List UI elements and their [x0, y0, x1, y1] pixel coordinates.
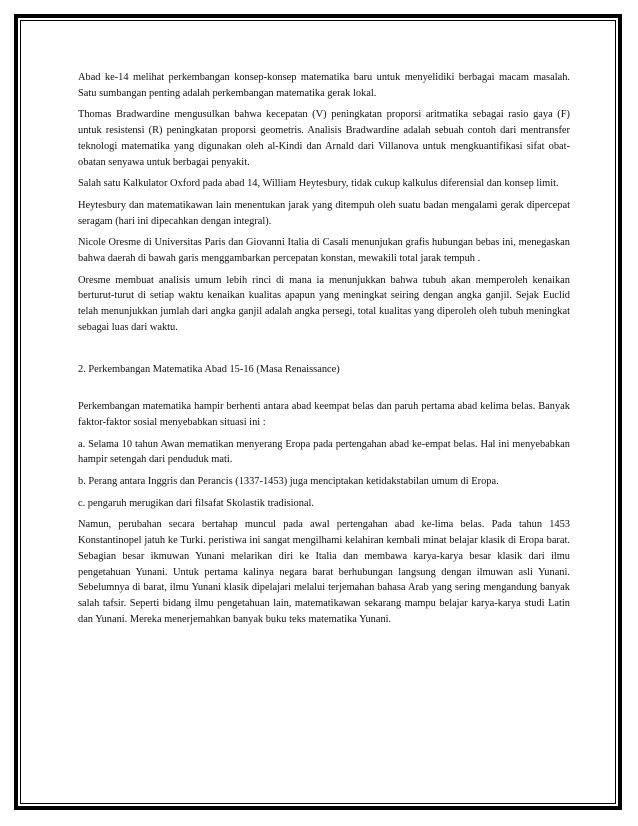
- paragraph-oresme-grafis: Nicole Oresme di Universitas Paris dan Giovanni Italia di Casali menunjukan grafis hubungan bebas ini, menegaskan bahwa daerah di bawah garis menggambarkan percepatan konstan, mewakili total jarak tempuh .: [78, 237, 570, 265]
- list-item-a: a. Selama 10 tahun Awan mematikan menyerang Eropa pada pertengahan abad ke-empat belas. Hal ini menyebabkan hampir setengah dari penduduk mati.: [78, 438, 570, 466]
- paragraph-perkembangan-berhenti: Perkembangan matematika hampir berhenti antara abad keempat belas dan paruh pertama abad kelima belas. Banyak faktor-faktor sosial menyebabkan situasi ini :: [78, 401, 570, 428]
- paragraph-oresme-analisis: Oresme membuat analisis umum lebih rinci di mana ia menunjukkan bahwa tubuh akan memperoleh kenaikan berturut-turut di setiap waktu kenaikan kualitas apapun yang meningkat seiring dengan angka ganjil. Sejak Euclid telah menunjukkan jumlah dari angka ganjil adalah angka persegi, total kualitas yang diperoleh oleh tubuh meningkat sebagai luas dari waktu.: [78, 274, 570, 333]
- document-body: [78, 70, 570, 633]
- paragraph-abad-14: Abad ke-14 melihat perkembangan konsep-konsep matematika baru untuk menyelidiki berbagai macam masalah. Satu sumbangan penting adalah perkembangan matematika gerak lokal.: [78, 72, 570, 99]
- paragraph-heytesbury-kalkulator: Salah satu Kalkulator Oxford pada abad 14, William Heytesbury, tidak cukup kalkulus diferensial dan konsep limit.: [78, 178, 559, 190]
- list-item-b: b. Perang antara Inggris dan Perancis (1337-1453) juga menciptakan ketidakstabilan umum di Eropa.: [78, 476, 499, 488]
- spacer: [78, 342, 570, 362]
- paragraph-bradwardine: Thomas Bradwardine mengusulkan bahwa kecepatan (V) peningkatan proporsi aritmatika sebagai rasio gaya (F) untuk resistensi (R) peningkatan proporsi geometris. Analisis Bradwardine adalah sebuah contoh dari mentransfer teknologi matematika yang digunakan oleh al-Kindi dan Arnald dari Villanova untuk mengkuantifikasi sifat obat-obatan senyawa untuk berbagai penyakit.: [78, 109, 570, 168]
- paragraph-heytesbury-jarak: Heytesbury dan matematikawan lain menentukan jarak yang ditempuh oleh suatu badan mengalami gerak dipercepat seragam (hari ini dipecahkan dengan integral).: [78, 199, 570, 227]
- paragraph-konstantinopel: Namun, perubahan secara bertahap muncul pada awal pertengahan abad ke-lima belas. Pada tahun 1453 Konstantinopel jatuh ke Turki. peristiwa ini sangat mengilhami kelahiran kembali minat belajar klasik di Eropa barat. Sebagian besar ikmuwan Yunani melarikan diri ke Italia dan membawa karya-karya besar klasik dari ilmu pengetahuan Yunani. Untuk pertama kalinya negara barat berhubungan langsung dengan ilmuwan asli Yunani. Sebelumnya di barat, ilmu Yunani klasik dipelajari melalui terjemahan bahasa Arab yang sering mengandung banyak salah tafsir. Seperti bidang ilmu pengetahuan lain, matematikawan sekarang mampu belajar karya-karya studi Latin dan Yunani. Mereka menerjemahkan banyak buku teks matematika Yunani.: [78, 519, 570, 625]
- section-heading: 2. Perkembangan Matematika Abad 15-16 (Masa Renaissance): [78, 363, 340, 375]
- list-item-c: c. pengaruh merugikan dari filsafat Skolastik tradisional.: [78, 497, 315, 509]
